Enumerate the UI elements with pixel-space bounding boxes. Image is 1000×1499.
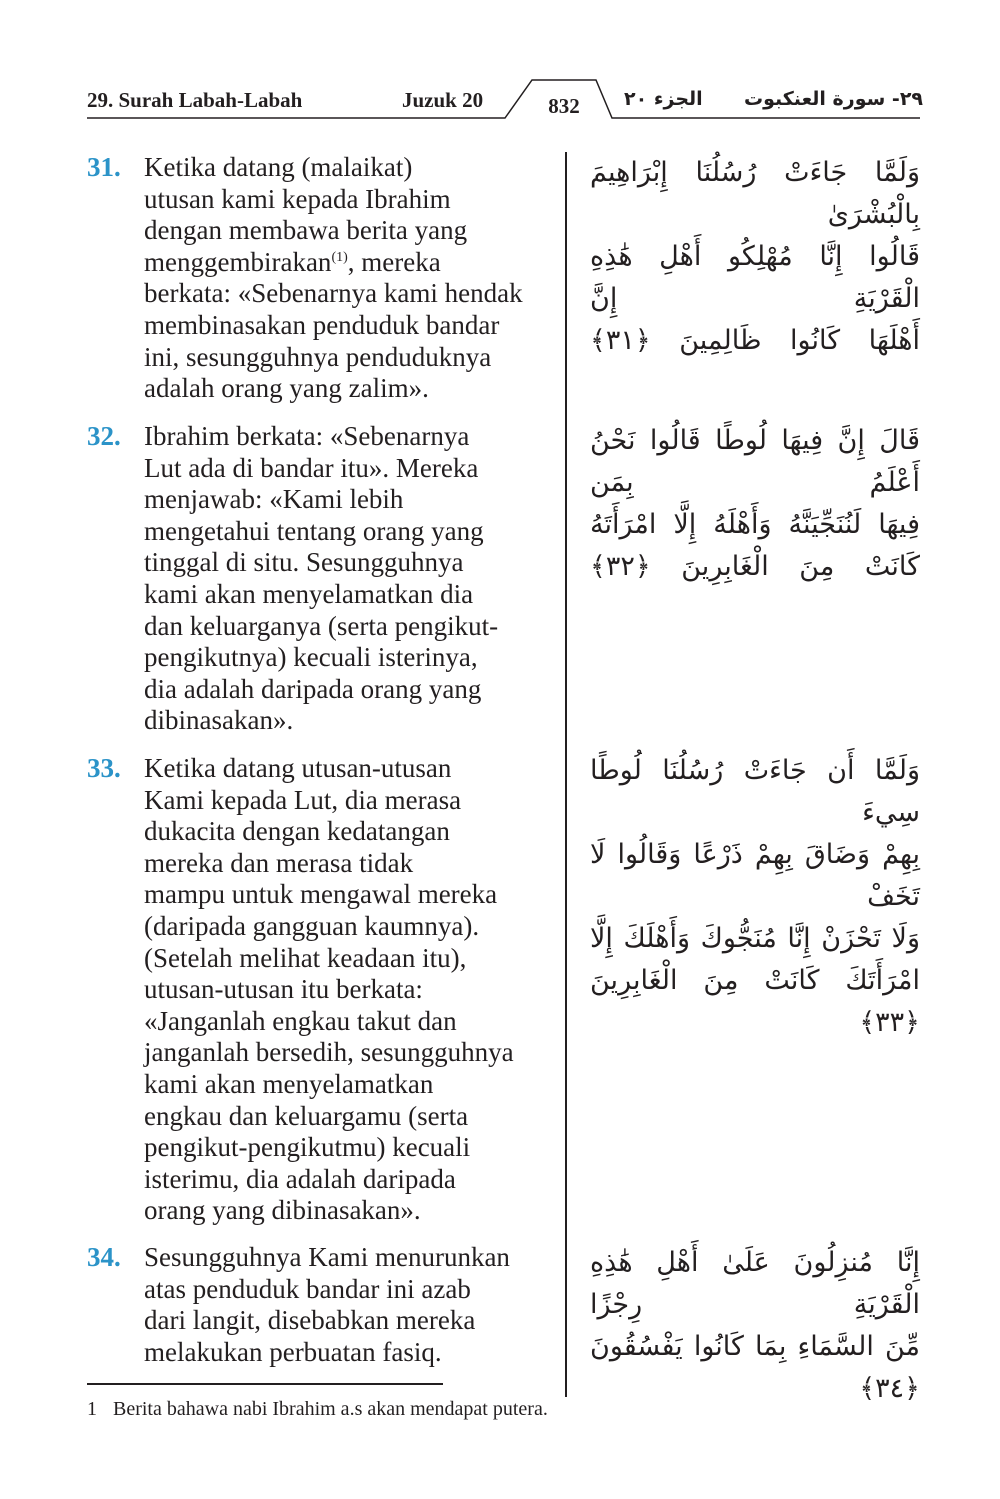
verse-text: Ibrahim berkata: «Sebenarnya Lut ada di bandar itu». Mereka menjawab: «Kami lebih mengetahui tentang orang yang tinggal di situ. Sesungguhnya kami akan menyelamatkan dia dan keluarganya (serta pengikut- pengikutnya) kecuali isterinya, dia adalah daripada orang yang dibinasakan». [144,421,499,736]
footnote-marker: (1) [331,249,348,265]
verse-number: 31. [87,152,121,182]
verse-31-translation [87,152,567,405]
footnote-text: Berita bahawa nabi Ibrahim a.s akan mendapat putera. [113,1398,548,1420]
juzuk-label: Juzuk 20 [402,88,484,112]
verse-33-arabic: وَلَمَّا أَن جَاءَتْ رُسُلُنَا لُوطًا سِيءَ بِهِمْ وَضَاقَ بِهِمْ ذَرْعًا وَقَالُوا لَا تَخَفْ وَلَا تَحْزَنْ إِنَّا مُنَجُّوكَ وَأَهْلَكَ إِلَّا امْرَأَتَكَ كَانَتْ مِنَ الْغَابِرِينَ ﴿٣٣﴾ [590,755,920,1038]
verse-34-arabic: إِنَّا مُنزِلُونَ عَلَىٰ أَهْلِ هَٰذِهِ الْقَرْيَةِ رِجْزًا مِّنَ السَّمَاءِ بِمَا كَانُوا يَفْسُقُونَ ﴿٣٤﴾ [590,1247,920,1404]
verse-number: 32. [87,421,121,451]
footnote-number: 1 [87,1398,97,1420]
verse-32-translation [87,421,567,737]
juz-arabic-label: الجزء ٢٠ [624,88,703,110]
surah-title: 29. Surah Labah-Labah [87,88,303,112]
verse-text: Sesungguhnya Kami menurunkan atas penduduk bandar ini azab dari langit, disebabkan mereka melakukan perbuatan fasiq. [144,1242,510,1367]
verse-text: Ketika datang (malaikat) utusan kami kepada Ibrahim dengan membawa berita yang menggembirakan$^{(1)}$, mereka berkata: «Sebenarnya kami hendak membinasakan penduduk bandar ini, sesungguhnya penduduknya adalah orang yang zalim». [144,152,523,404]
page-header [0,0,1000,130]
surah-arabic-title: ٢٩- سورة العنكبوت [744,88,924,110]
verse-text: Ketika datang utusan-utusan Kami kepada Lut, dia merasa dukacita dengan kedatangan mereka dan merasa tidak mampu untuk mengawal mereka (daripada gangguan kaumnya). (Setelah melihat keadaan itu), utusan-utusan itu berkata: «Janganlah engkau takut dan janganlah bersedih, sesungguhnya kami akan menyelamatkan engkau dan keluargamu (serta pengikut-pengikutmu) kecuali isterimu, dia adalah daripada orang yang dibinasakan». [144,753,514,1226]
verse-34-translation [87,1242,567,1368]
verse-33-translation [87,753,567,1227]
footnote-rule [87,1383,443,1385]
verse-31-arabic: وَلَمَّا جَاءَتْ رُسُلُنَا إِبْرَاهِيمَ بِالْبُشْرَىٰ قَالُوا إِنَّا مُهْلِكُو أَهْلِ هَٰذِهِ الْقَرْيَةِ إِنَّ أَهْلَهَا كَانُوا ظَالِمِينَ ﴿٣١﴾ [590,157,920,356]
footnote [87,1398,548,1421]
verse-32-arabic: قَالَ إِنَّ فِيهَا لُوطًا قَالُوا نَحْنُ أَعْلَمُ بِمَن فِيهَا لَنُنَجِّيَنَّهُ وَأَهْلَهُ إِلَّا امْرَأَتَهُ كَانَتْ مِنَ الْغَابِرِينَ ﴿٣٢﴾ [590,425,920,582]
verse-number: 33. [87,753,121,783]
verse-number: 34. [87,1242,121,1272]
page-number: 832 [548,94,580,118]
